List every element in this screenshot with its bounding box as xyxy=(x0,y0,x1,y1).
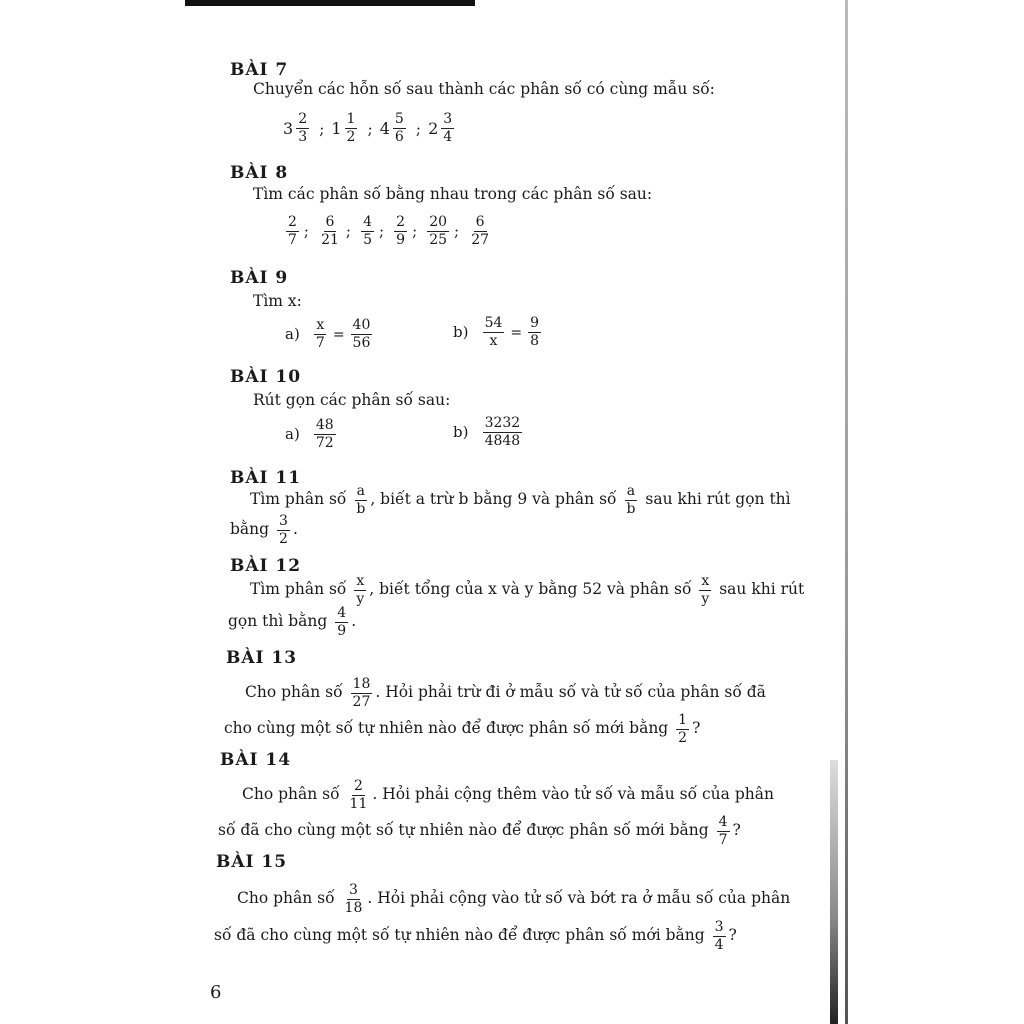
fraction: $\frac{2}{9}$ xyxy=(396,214,406,248)
mixed-number: 1 $\frac{1}{2}$ xyxy=(331,111,356,145)
exercise-14-line-2: số đã cho cùng một số tự nhiên nào để được phân số mới bằng $\frac{4}{7}$ ? xyxy=(218,814,741,848)
exercise-11-line-2: bằng $\frac{3}{2}$ . xyxy=(230,513,298,547)
exercise-8-heading: BÀI 8 xyxy=(230,163,289,183)
exercise-15-line-1: Cho phân số $\frac{3}{18}$ . Hỏi phải cộng vào tử số và bớt ra ở mẫu số của phân xyxy=(237,882,791,916)
fraction: $\frac{4}{5}$ xyxy=(363,214,372,248)
mixed-number: 3 $\frac{2}{3}$ xyxy=(283,111,308,145)
exercise-10-heading: BÀI 10 xyxy=(230,367,302,387)
fraction: $\frac{6}{21}$ xyxy=(321,214,339,248)
exercise-10-part-b: b) $\frac{3232}{4848}$ xyxy=(453,415,521,449)
exercise-9-text: Tìm x: xyxy=(253,292,302,310)
exercise-11-heading: BÀI 11 xyxy=(230,468,302,488)
exercise-13-line-2: cho cùng một số tự nhiên nào để được phân số mới bằng $\frac{1}{2}$ ? xyxy=(224,712,701,746)
exercise-14-heading: BÀI 14 xyxy=(220,750,292,770)
exercise-10-text: Rút gọn các phân số sau: xyxy=(253,391,451,409)
exercise-15-heading: BÀI 15 xyxy=(216,852,288,872)
exercise-11-line-1: Tìm phân số $\frac{a}{b}$ , biết a trừ b bằng 9 và phân số $\frac{a}{b}$ sau khi rút gọn thì xyxy=(250,483,791,517)
exercise-12-heading: BÀI 12 xyxy=(230,556,302,576)
exercise-13-heading: BÀI 13 xyxy=(226,648,298,668)
fraction: $\frac{20}{25}$ xyxy=(429,214,448,248)
exercise-7-heading: BÀI 7 xyxy=(230,60,289,80)
exercise-8-fractions: $\frac{2}{7}$ ; $\frac{6}{21}$ ; $\frac{4}{5}$ ; $\frac{2}{9}$ ; $\frac{20}{25}$ ; $\frac{6}{27}$ xyxy=(288,214,490,248)
exercise-10-part-a: a) $\frac{48}{72}$ xyxy=(285,417,334,451)
page-number: 6 xyxy=(210,982,222,1003)
fraction: $\frac{2}{7}$ xyxy=(288,214,297,248)
exercise-9-part-b: b) $\frac{54}{x}$ = $\frac{9}{8}$ xyxy=(453,315,540,349)
mixed-number: 4 $\frac{5}{6}$ xyxy=(379,111,404,145)
exercise-14-line-1: Cho phân số $\frac{2}{11}$ . Hỏi phải cộng thêm vào tử số và mẫu số của phân xyxy=(242,778,774,812)
fraction: $\frac{6}{27}$ xyxy=(471,214,490,248)
exercise-7-text: Chuyển các hỗn số sau thành các phân số có cùng mẫu số: xyxy=(253,80,715,98)
exercise-12-line-1: Tìm phân số $\frac{x}{y}$ , biết tổng của x và y bằng 52 và phân số $\frac{x}{y}$ sau khi rút xyxy=(250,573,805,607)
exercise-9-heading: BÀI 9 xyxy=(230,268,289,288)
exercise-15-line-2: số đã cho cùng một số tự nhiên nào để được phân số mới bằng $\frac{3}{4}$ ? xyxy=(214,919,737,953)
exercise-9-part-a: a) $\frac{x}{7}$ = $\frac{40}{56}$ xyxy=(285,317,371,351)
mixed-number: 2 $\frac{3}{4}$ xyxy=(428,111,453,145)
exercise-8-text: Tìm các phân số bằng nhau trong các phân số sau: xyxy=(253,185,653,203)
exercise-7-mixed-numbers: 3 $\frac{2}{3}$ ; 1 $\frac{1}{2}$ ; 4 $\frac{5}{6}$ ; 2 $\frac{3}{4}$ xyxy=(283,112,457,144)
exercise-12-line-2: gọn thì bằng $\frac{4}{9}$ . xyxy=(228,605,357,639)
exercise-13-line-1: Cho phân số $\frac{18}{27}$ . Hỏi phải trừ đi ở mẫu số và tử số của phân số đã xyxy=(245,676,766,710)
